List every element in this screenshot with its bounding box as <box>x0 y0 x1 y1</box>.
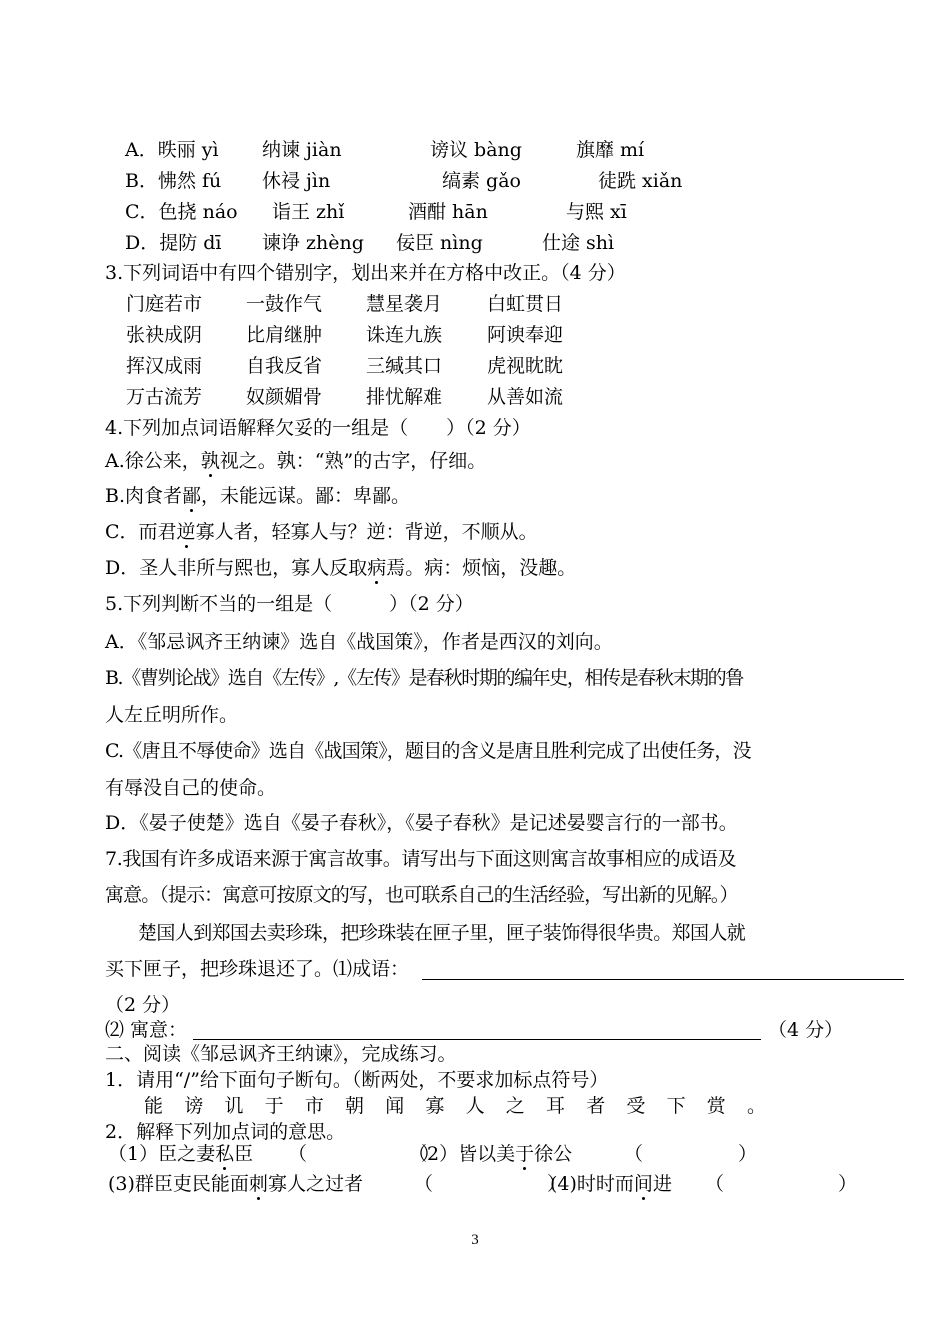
part2-q1-text: 1．请用“/”给下面句子断句。（断两处，不要求加标点符号） <box>105 1069 609 1091</box>
q4-c-pre: C．而君 <box>105 521 177 543</box>
idiom: 比肩继肿 <box>246 324 323 346</box>
sentence-char: 。 <box>747 1095 767 1117</box>
idiom: 自我反省 <box>246 355 323 377</box>
q5-d-text: D．《晏子使楚》选自《晏子春秋》，《晏子春秋》是记述晏婴言行的一部书。 <box>105 812 738 834</box>
option-a-item-3: 谤议 bàng <box>430 139 522 161</box>
idiom: 虎视眈眈 <box>487 355 564 377</box>
item-1-answer-blank[interactable]: （ ） <box>288 1143 441 1165</box>
item-2-post: 徐公 <box>534 1143 573 1165</box>
item-3 <box>108 1172 363 1196</box>
q4-b-post: ，未能远谋。鄙：卑鄙。 <box>201 485 411 507</box>
q4-b-pre: B.肉食者 <box>105 485 183 507</box>
item-3-post: 寡人之过者 <box>267 1173 363 1195</box>
option-b-item-1: B．怫然 fú <box>125 170 222 192</box>
q4-b-text <box>105 484 410 508</box>
q4-a-post: 视之。孰：“熟”的古字，仔细。 <box>219 450 487 472</box>
item-1-pre: （1）臣之妻 <box>108 1143 216 1165</box>
sentence-char: 耳 <box>546 1095 566 1117</box>
dotted-word: 刺 <box>248 1173 268 1195</box>
sentence-char: 能 <box>144 1095 164 1117</box>
idiom: 万古流芳 <box>126 386 203 408</box>
q4-title-text: 4.下列加点词语解释欠妥的一组是（ ）（2 分） <box>105 417 531 439</box>
idiom: 挥汉成雨 <box>126 355 203 377</box>
q7-text-2: 寓意。（提示：寓意可按原文的写，也可联系自己的生活经验，写出新的见解。） <box>105 884 738 906</box>
option-c-item-4: 与熙 xī <box>566 201 627 223</box>
option-c-item-3: 酒酣 hān <box>408 201 488 223</box>
option-d-item-3: 佞臣 nìng <box>396 232 483 254</box>
option-b-item-2: 休祲 jìn <box>262 170 331 192</box>
sentence-char: 于 <box>264 1095 284 1117</box>
idiom: 门庭若市 <box>126 293 203 315</box>
dotted-word: 病 <box>367 557 387 579</box>
sentence-char: 谤 <box>184 1095 204 1117</box>
q5-b-text-1: B.《曹刿论战》选自《左传》,《左传》是春秋时期的编年史，相传是春秋末期的鲁 <box>105 667 743 689</box>
item-4-pre: (4)时时而 <box>550 1173 634 1195</box>
idiom: 奴颜媚骨 <box>246 386 323 408</box>
q4-c-post: 寡人者，轻寡人与？逆：背逆，不顺从。 <box>195 521 538 543</box>
idiom: 从善如流 <box>487 386 564 408</box>
q5-title-text: 5.下列判断不当的一组是（ ）（2 分） <box>105 593 474 615</box>
item-4 <box>550 1172 672 1196</box>
item-2-pre: （2）皆以美 <box>408 1143 516 1165</box>
dotted-word: 间 <box>633 1173 653 1195</box>
option-d-item-2: 谏诤 zhèng <box>262 232 364 254</box>
part2-heading-text: 二、阅读《邹忌讽齐王纳谏》，完成练习。 <box>105 1043 457 1065</box>
idiom: 排忧解难 <box>366 386 443 408</box>
dotted-word: 鄙 <box>182 485 202 507</box>
option-c-item-1: C．色挠 náo <box>125 201 238 223</box>
option-d-item-4: 仕途 shì <box>542 232 615 254</box>
item-1 <box>108 1142 253 1166</box>
meaning-answer-line[interactable] <box>193 1039 761 1040</box>
q4-d-text <box>105 556 576 580</box>
idiom-answer-line[interactable] <box>422 979 904 980</box>
sentence-char: 受 <box>626 1095 646 1117</box>
q7-score-1-text: （2 分） <box>105 994 181 1016</box>
q4-a-text <box>105 449 486 473</box>
option-b-item-4: 徒跣 xiǎn <box>598 170 683 192</box>
q5-c-text-2: 有辱没自己的使命。 <box>105 777 277 799</box>
idiom: 三缄其口 <box>366 355 443 377</box>
sentence-char: 闻 <box>385 1095 405 1117</box>
q4-d-pre: D．圣人非所与熙也，寡人反取 <box>105 557 368 579</box>
item-4-post: 进 <box>652 1173 672 1195</box>
item-1-post: 臣 <box>234 1143 254 1165</box>
option-a-item-4: 旗靡 mí <box>576 139 645 161</box>
option-a-item-2: 纳谏 jiàn <box>262 139 342 161</box>
option-c-item-2: 诣王 zhǐ <box>272 201 345 223</box>
dotted-word: 私 <box>215 1143 235 1165</box>
option-b-item-3: 缟素 gǎo <box>442 170 521 192</box>
q4-d-post: 焉。病：烦恼，没趣。 <box>386 557 577 579</box>
item-2 <box>408 1142 572 1166</box>
idiom: 阿谀奉迎 <box>487 324 564 346</box>
q5-c-text-1: C.《唐且不辱使命》选自《战国策》，题目的含义是唐且胜利完成了出使任务，没 <box>105 740 751 762</box>
sentence-char: 之 <box>505 1095 525 1117</box>
dotted-word: 孰 <box>200 450 220 472</box>
part2-q2-text: 2．解释下列加点词的意思。 <box>105 1121 346 1143</box>
q5-b-text-2: 人左丘明所作。 <box>105 704 239 726</box>
sentence-char: 寡 <box>425 1095 445 1117</box>
option-d-item-1: D．提防 dī <box>125 232 222 254</box>
idiom: 诛连九族 <box>366 324 443 346</box>
sentence-char: 市 <box>304 1095 324 1117</box>
sentence-char: 赏 <box>706 1095 726 1117</box>
sentence-char: 下 <box>666 1095 686 1117</box>
item-2-answer-blank[interactable]: （ ） <box>624 1143 758 1165</box>
dotted-word: 于 <box>515 1143 535 1165</box>
option-a-item-1: A．昳丽 yì <box>125 139 219 161</box>
sentence-char: 讥 <box>224 1095 244 1117</box>
q7-score-2-text: （4 分） <box>768 1019 844 1041</box>
q5-a-text: A．《邹忌讽齐王纳谏》选自《战国策》，作者是西汉的刘向。 <box>105 631 613 653</box>
q3-title-text: 3.下列词语中有四个错别字，划出来并在方格中改正。（4 分） <box>105 262 626 284</box>
q4-a-pre: A.徐公来， <box>105 450 201 472</box>
item-3-pre: (3)群臣吏民能面 <box>108 1173 249 1195</box>
item-3-answer-blank[interactable]: （ ） <box>414 1173 567 1195</box>
idiom: 白虹贯日 <box>487 293 564 315</box>
idiom: 慧星袭月 <box>366 293 443 315</box>
q7-story-text-1: 楚国人到郑国去卖珍珠，把珍珠装在匣子里，匣子装饰得很华贵。郑国人就 <box>138 922 746 944</box>
item-4-answer-blank[interactable]: （ ） <box>705 1173 858 1195</box>
sentence-char: 人 <box>465 1095 485 1117</box>
idiom: 一鼓作气 <box>246 293 323 315</box>
page-number: 3 <box>471 1232 479 1248</box>
idiom: 张袂成阴 <box>126 324 203 346</box>
q7-story-text-2: 买下匣子，把珍珠退还了。⑴成语： <box>105 958 410 980</box>
q7-meaning-label: ⑵ 寓意： <box>105 1019 188 1041</box>
sentence-char: 者 <box>586 1095 606 1117</box>
dotted-word: 逆 <box>176 521 196 543</box>
q7-text-1: 7.我国有许多成语来源于寓言故事。请写出与下面这则寓言故事相应的成语及 <box>105 848 737 870</box>
sentence-char: 朝 <box>345 1095 365 1117</box>
q4-c-text <box>105 520 538 544</box>
